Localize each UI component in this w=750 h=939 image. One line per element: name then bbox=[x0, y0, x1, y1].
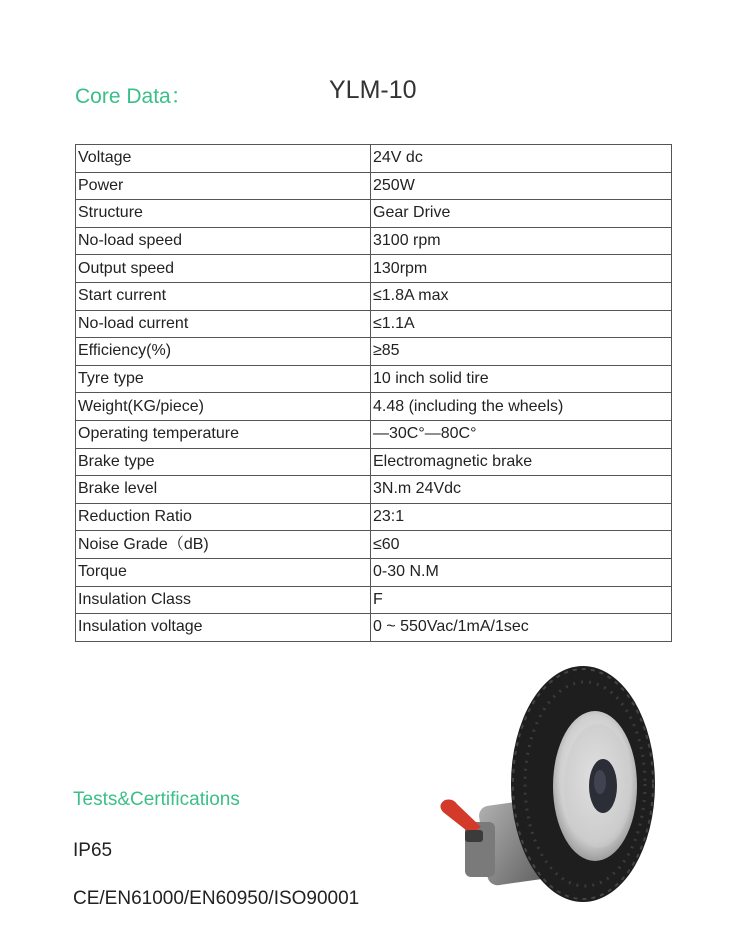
spec-value: ≤60 bbox=[371, 531, 672, 559]
spec-label: Operating temperature bbox=[76, 420, 371, 448]
spec-value: 10 inch solid tire bbox=[371, 365, 672, 393]
spec-row bbox=[76, 393, 672, 421]
spec-label: Torque bbox=[76, 558, 371, 586]
spec-label: Insulation Class bbox=[76, 586, 371, 614]
spec-label: Tyre type bbox=[76, 365, 371, 393]
spec-label: Efficiency(%) bbox=[76, 338, 371, 366]
certifications-heading: Tests&Certifications bbox=[73, 789, 240, 810]
spec-label: Weight(KG/piece) bbox=[76, 393, 371, 421]
spec-label: Insulation voltage bbox=[76, 614, 371, 642]
spec-label: Power bbox=[76, 172, 371, 200]
spec-value: ≤1.8A max bbox=[371, 282, 672, 310]
spec-value: 23:1 bbox=[371, 503, 672, 531]
core-data-heading: Core Data： bbox=[75, 85, 192, 108]
spec-row bbox=[76, 614, 672, 642]
spec-row bbox=[76, 338, 672, 366]
spec-value: Electromagnetic brake bbox=[371, 448, 672, 476]
spec-value: 0-30 N.M bbox=[371, 558, 672, 586]
spec-label: Structure bbox=[76, 200, 371, 228]
spec-label: Reduction Ratio bbox=[76, 503, 371, 531]
spec-row bbox=[76, 586, 672, 614]
spec-row bbox=[76, 255, 672, 283]
spec-row bbox=[76, 145, 672, 173]
spec-value: 3N.m 24Vdc bbox=[371, 476, 672, 504]
model-name: YLM-10 bbox=[329, 76, 417, 104]
spec-label: Voltage bbox=[76, 145, 371, 173]
spec-label: Output speed bbox=[76, 255, 371, 283]
spec-row bbox=[76, 503, 672, 531]
spec-value: 4.48 (including the wheels) bbox=[371, 393, 672, 421]
spec-value: Gear Drive bbox=[371, 200, 672, 228]
spec-label: Brake type bbox=[76, 448, 371, 476]
spec-value: 250W bbox=[371, 172, 672, 200]
spec-row bbox=[76, 365, 672, 393]
spec-row bbox=[76, 420, 672, 448]
spec-row bbox=[76, 282, 672, 310]
spec-label: Brake level bbox=[76, 476, 371, 504]
spec-row bbox=[76, 172, 672, 200]
spec-row bbox=[76, 476, 672, 504]
spec-row bbox=[76, 310, 672, 338]
ip-rating: IP65 bbox=[73, 840, 113, 861]
certification-list: CE/EN61000/EN60950/ISO90001 bbox=[73, 888, 360, 909]
spec-value: 3100 rpm bbox=[371, 227, 672, 255]
spec-label: Noise Grade（dB) bbox=[76, 531, 371, 559]
spec-value: 0 ~ 550Vac/1mA/1sec bbox=[371, 614, 672, 642]
spec-value: 130rpm bbox=[371, 255, 672, 283]
spec-row bbox=[76, 448, 672, 476]
spec-label: No-load current bbox=[76, 310, 371, 338]
spec-value: ≤1.1A bbox=[371, 310, 672, 338]
spec-label: No-load speed bbox=[76, 227, 371, 255]
spec-row bbox=[76, 558, 672, 586]
spec-value: ≥85 bbox=[371, 338, 672, 366]
spec-value: 24V dc bbox=[371, 145, 672, 173]
spec-value: F bbox=[371, 586, 672, 614]
spec-value: —30C°—80C° bbox=[371, 420, 672, 448]
spec-row bbox=[76, 227, 672, 255]
spec-label: Start current bbox=[76, 282, 371, 310]
spec-table bbox=[75, 144, 672, 642]
spec-row bbox=[76, 200, 672, 228]
spec-row bbox=[76, 531, 672, 559]
hub-motor-wheel-image bbox=[435, 662, 665, 912]
